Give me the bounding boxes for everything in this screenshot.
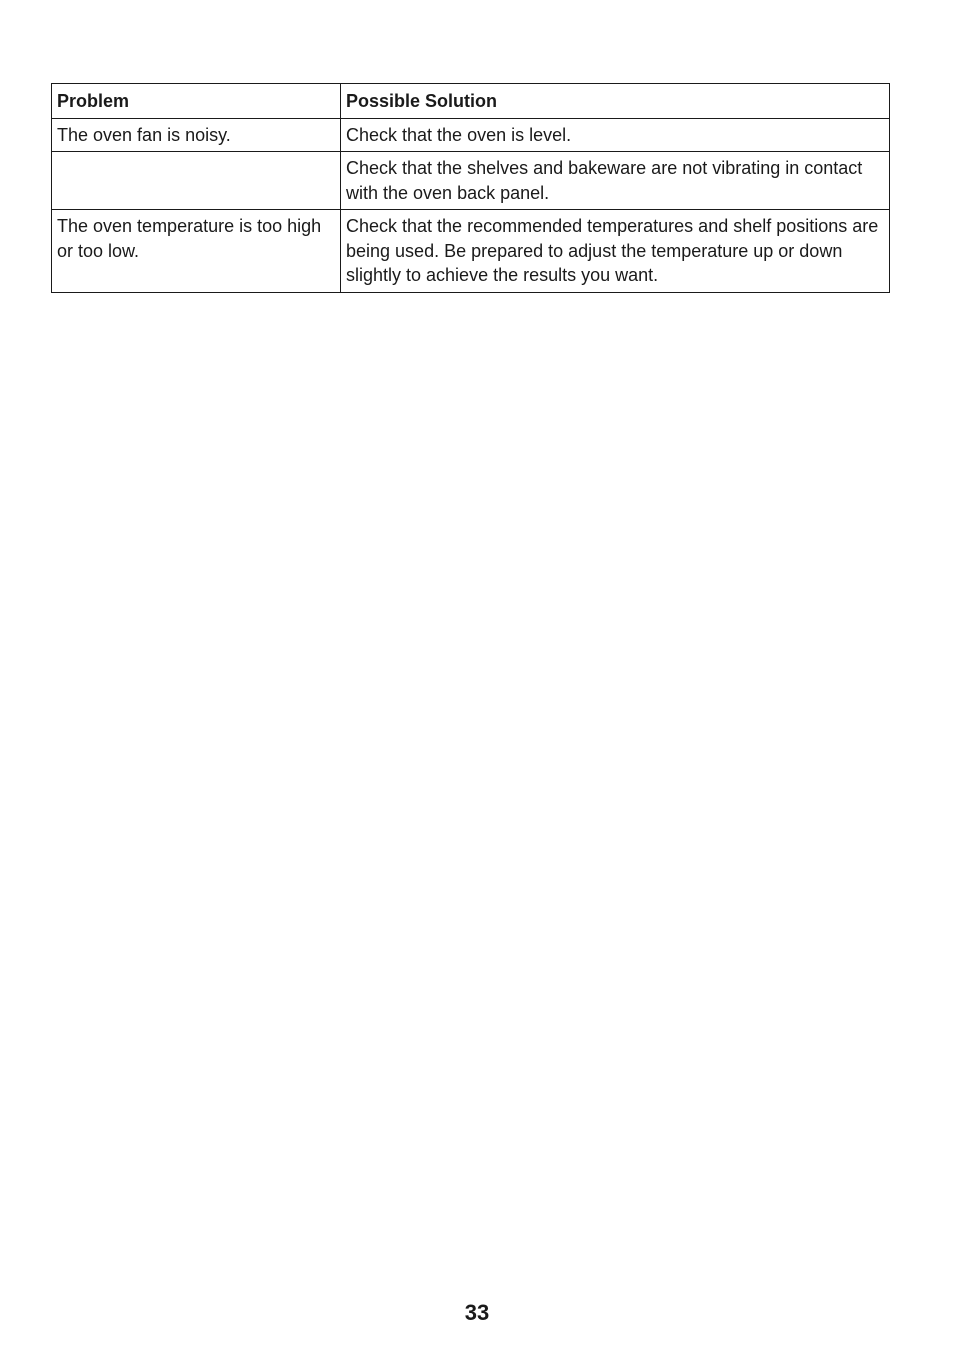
solution-cell: Check that the recommended temperatures and shelf positions are being used. Be prepared to adjust the temperature up or down slightly to achieve the results you want. — [341, 210, 890, 293]
page-number: 33 — [464, 1300, 490, 1325]
solution-cell: Check that the oven is level. — [341, 118, 890, 152]
column-header-solution: Possible Solution — [341, 84, 890, 119]
table-header-row — [52, 84, 890, 119]
solution-cell: Check that the shelves and bakeware are not vibrating in contact with the oven back panel. — [341, 152, 890, 210]
troubleshooting-table — [51, 83, 890, 293]
problem-cell: The oven fan is noisy. — [52, 118, 341, 152]
problem-cell: The oven temperature is too high or too low. — [52, 210, 341, 293]
problem-cell — [52, 152, 341, 210]
table-header — [52, 84, 890, 119]
table-body — [52, 118, 890, 292]
column-header-problem: Problem — [52, 84, 341, 119]
table-row — [52, 118, 890, 152]
table-row — [52, 210, 890, 293]
table-row — [52, 152, 890, 210]
